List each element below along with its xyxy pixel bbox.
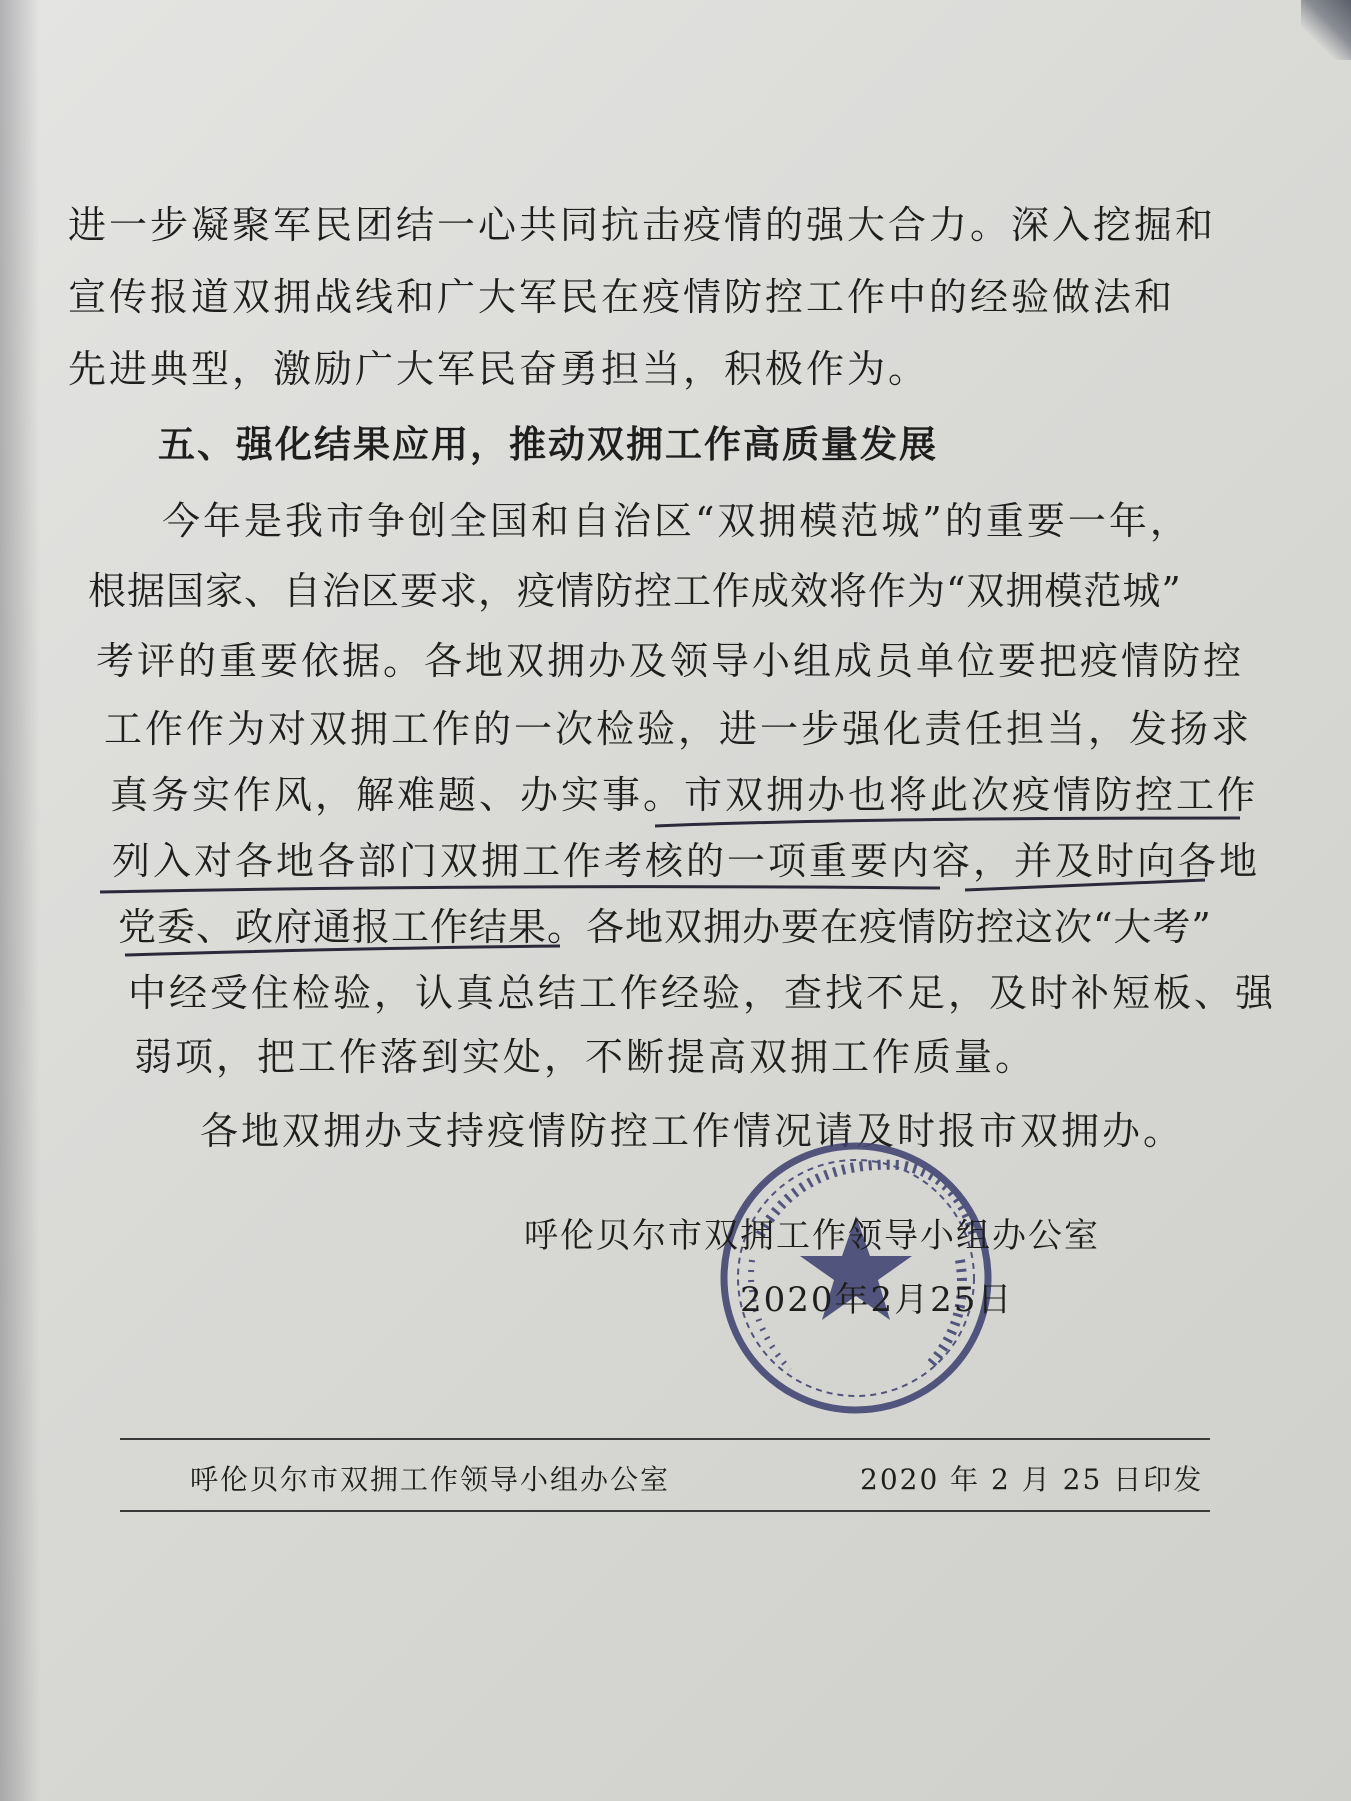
section-five-heading: 五、强化结果应用，推动双拥工作高质量发展	[158, 423, 938, 466]
footer-org: 呼伦贝尔市双拥工作领导小组办公室	[190, 1463, 671, 1496]
intro-line-2: 宣传报道双拥战线和广大军民在疫情防控工作中的经验做法和	[68, 275, 1176, 319]
footer-issued-date: 2020 年 2 月 25 日印发	[860, 1463, 1204, 1496]
section-five-line-7: 党委、政府通报工作结果。各地双拥办要在疫情防控这次“大考”	[118, 905, 1212, 949]
section-five-line-5: 真务实作风，解难题、办实事。市双拥办也将此次疫情防控工作	[110, 773, 1259, 817]
intro-line-1: 进一步凝聚军民团结一心共同抗击疫情的强大合力。深入挖掘和	[68, 203, 1217, 247]
signature-org: 呼伦贝尔市双拥工作领导小组办公室	[524, 1216, 1100, 1256]
section-five-line-2: 根据国家、自治区要求，疫情防控工作成效将作为“双拥模范城”	[88, 569, 1182, 613]
section-five-closing: 各地双拥办支持疫情防控工作情况请及时报市双拥办。	[200, 1109, 1185, 1153]
section-five-line-9: 弱项，把工作落到实处，不断提高双拥工作质量。	[134, 1035, 1037, 1079]
section-five-line-1: 今年是我市争创全国和自治区“双拥模范城”的重要一年，	[162, 499, 1191, 543]
signature-date: 2020年2月25日	[740, 1280, 1014, 1320]
footer-top-rule	[120, 1438, 1210, 1440]
footer-bottom-rule	[120, 1510, 1210, 1512]
section-five-line-8: 中经受住检验，认真总结工作经验，查找不足，及时补短板、强	[128, 971, 1277, 1015]
section-five-line-3: 考评的重要依据。各地双拥办及领导小组成员单位要把疫情防控	[96, 639, 1245, 683]
section-five-line-4: 工作作为对双拥工作的一次检验，进一步强化责任担当，发扬求	[104, 707, 1253, 751]
intro-line-3: 先进典型，激励广大军民奋勇担当，积极作为。	[68, 347, 930, 391]
section-five-line-6: 列入对各地各部门双拥工作考核的一项重要内容，并及时向各地	[112, 839, 1261, 883]
